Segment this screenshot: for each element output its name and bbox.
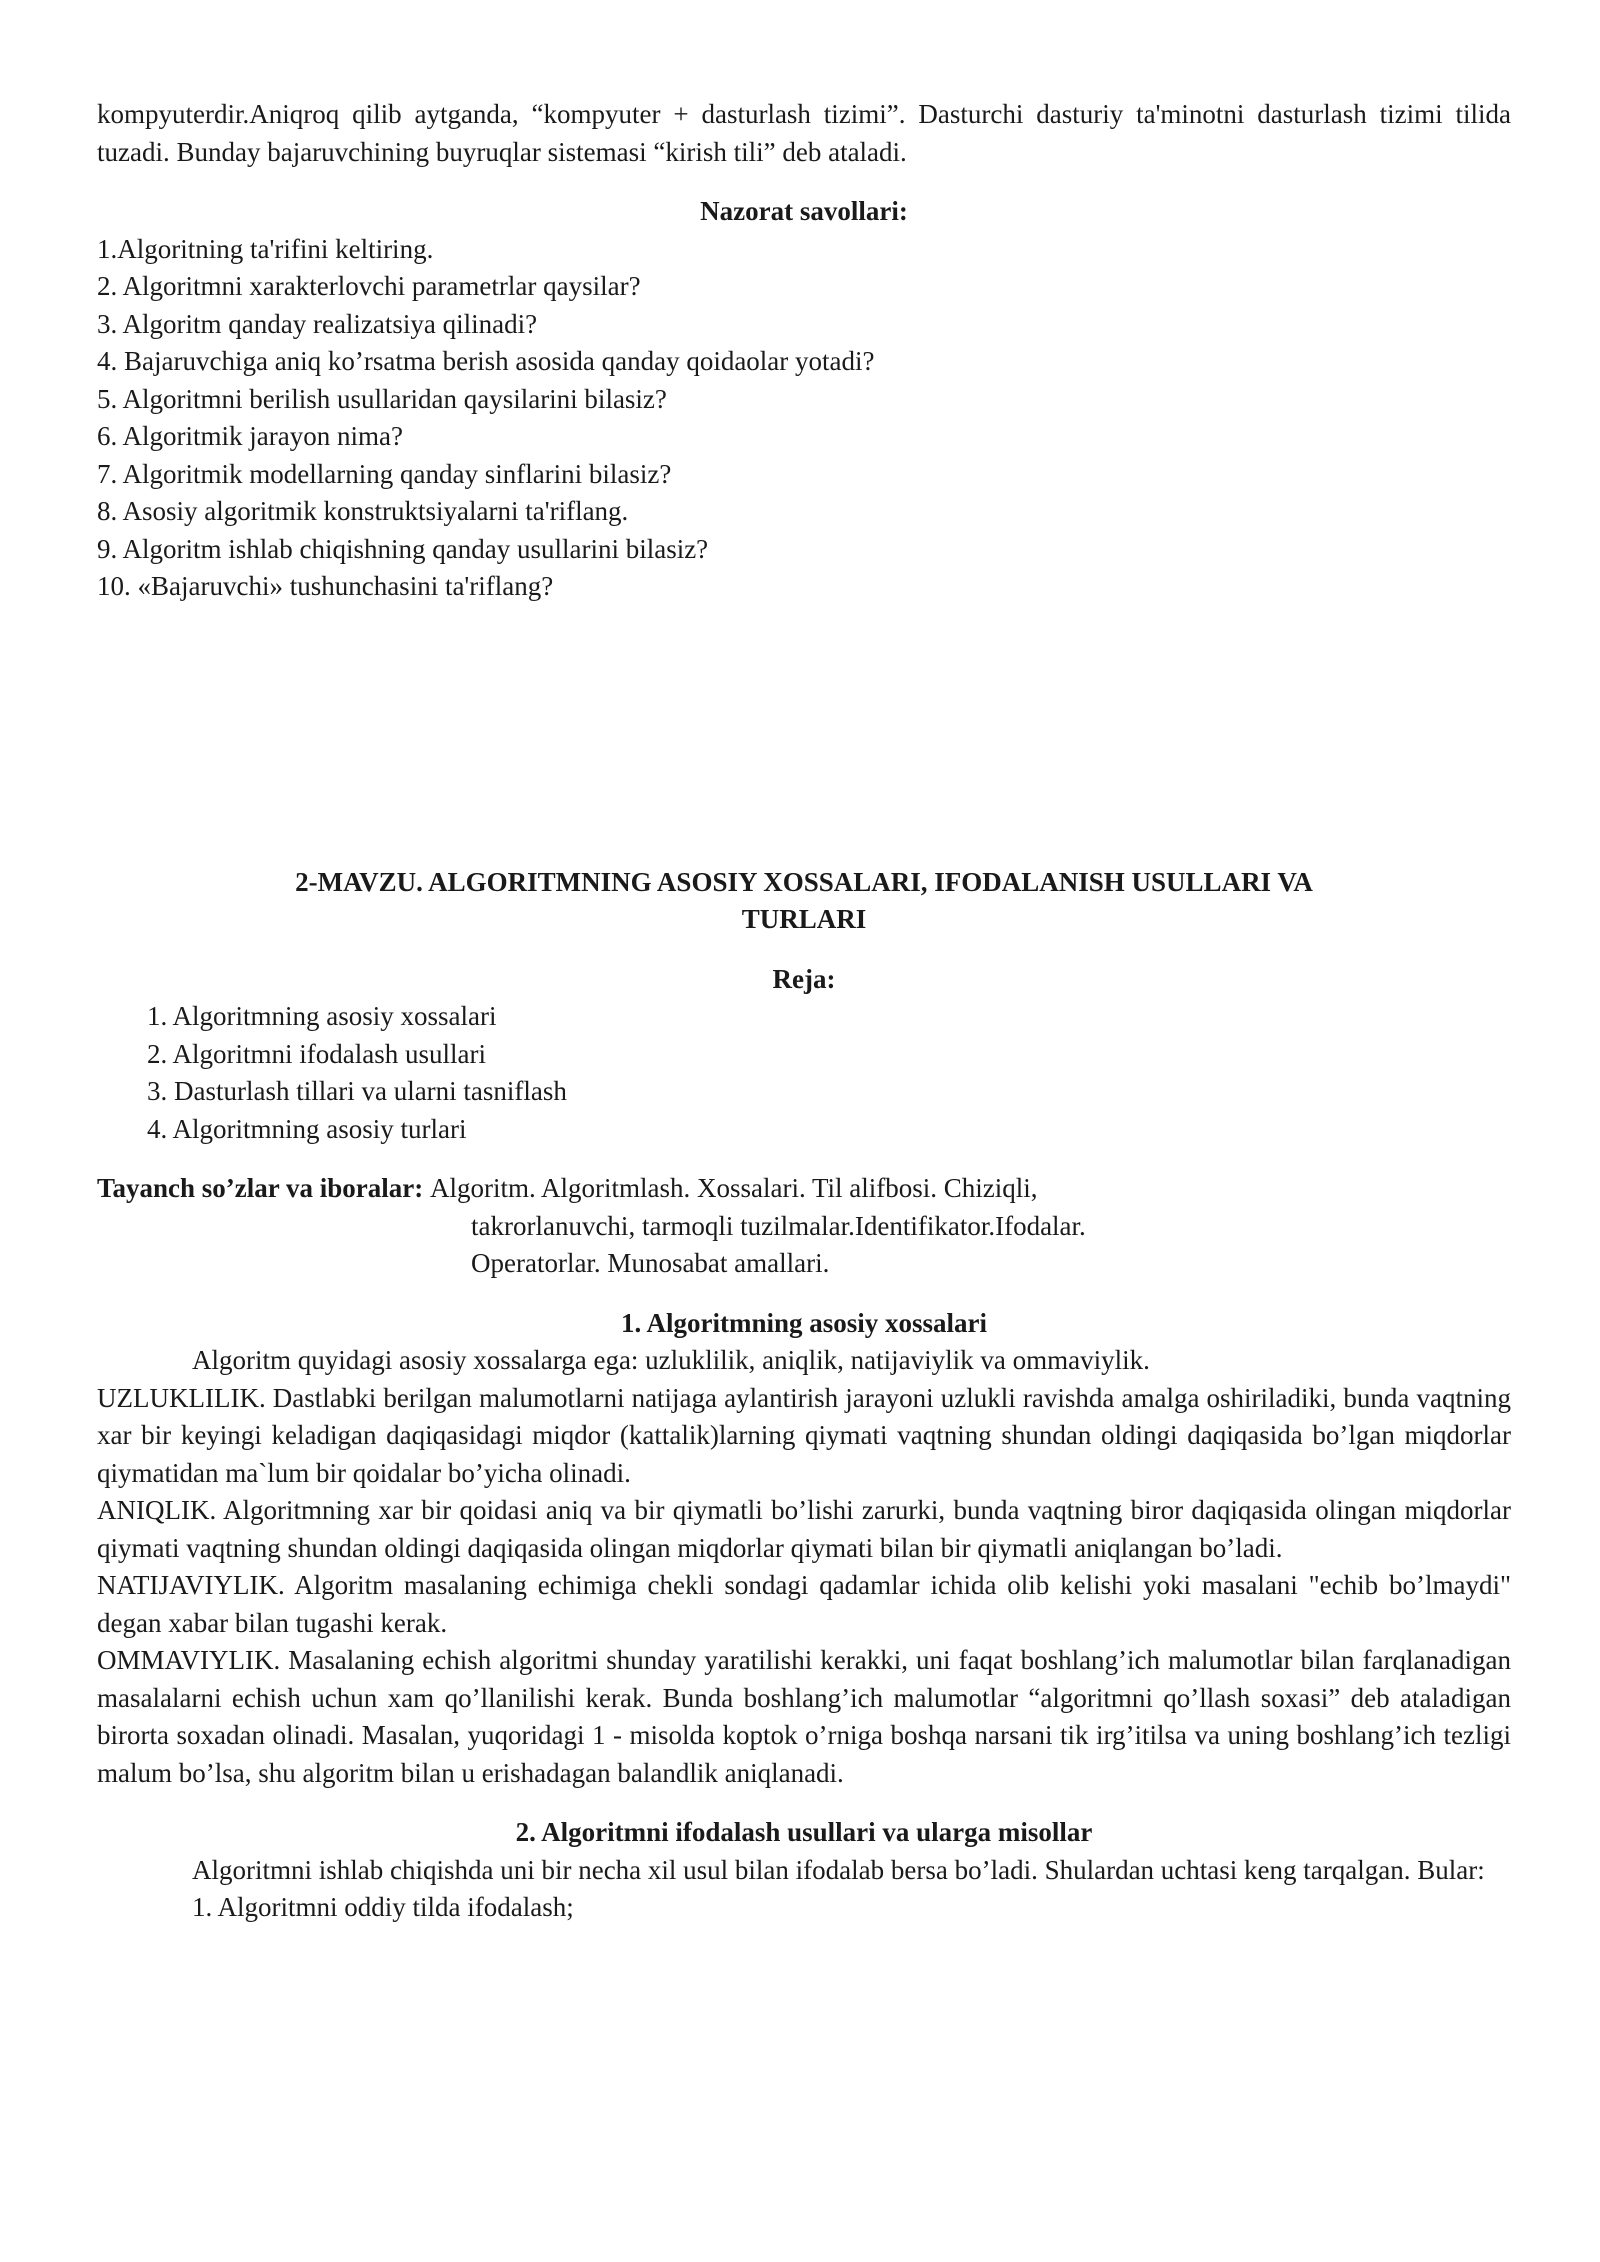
topic-title-line2: TURLARI [741,904,867,934]
method-item: 1. Algoritmni oddiy tilda ifodalash; [192,1892,574,1922]
property-uzluklilik: UZLUKLILIK. Dastlabki berilgan malumotlarni natijaga aylantirish jarayoni uzlukli ravishda amalga oshiriladiki, bunda vaqtning xar bir keyingi keladigan daqiqasidagi miqdor (kattalik)larning qiymati vaqtning shundan oldingi daqiqasida bo’lgan miqdorlar qiymatidan ma`lum bir qoidalar bo’yicha olinadi. [97,1382,1511,1488]
question-item: 2. Algoritmni xarakterlovchi parametrlar qaysilar? [97,271,641,301]
nazorat-title: Nazorat savollari: [700,196,908,226]
question-item: 5. Algoritmni berilish usullaridan qaysilarini bilasiz? [97,383,667,414]
keywords-block [97,1170,1511,1208]
section1-intro: Algoritm quyidagi asosiy xossalarga ega: uzluklilik, aniqlik, natijaviylik va ommaviylik. [192,1345,1150,1375]
keywords-label: Tayanch so’zlar va iboralar: [97,1173,431,1203]
question-item: 8. Asosiy algoritmik konstruktsiyalarni ta'riflang. [97,496,629,526]
keywords-line2: takrorlanuvchi, tarmoqli tuzilmalar.Identifikator.Ifodalar. [471,1210,1086,1241]
section2-intro: Algoritmni ishlab chiqishda uni bir necha xil usul bilan ifodalab bersa bo’ladi. Shulardan uchtasi keng tarqalgan. Bular: [192,1854,1485,1885]
question-item: 10. «Bajaruvchi» tushunchasini ta'riflang? [97,571,554,601]
question-item: 6. Algoritmik jarayon nima? [97,421,403,451]
property-aniqlik: ANIQLIK. Algoritmning xar bir qoidasi aniq va bir qiymatli bo’lishi zarurki, bunda vaqtning biror daqiqasida olingan miqdorlar qiymati vaqtning shundan oldingi daqiqasida olingan miqdorlar qiymati bilan bir qiymatli aniqlangan bo’ladi. [97,1495,1511,1563]
reja-list [97,998,1511,1148]
keywords-line3: Operatorlar. Munosabat amallari. [471,1248,830,1278]
property-ommaviylik: OMMAVIYLIK. Masalaning echish algoritmi shunday yaratilishi kerakki, uni faqat boshlang’ich malumotlar bilan farqlanadigan masalalarni echish uchun xam qo’llanilishi kerak. Bunda boshlang’ich malumotlar “algoritmni qo’llash soxasi” deb ataladigan birorta soxadan olinadi. Masalan, yuqoridagi 1 - misolda koptok o’rniga boshqa narsani tik irg’itilsa va uning boshlang’ich tezligi malum bo’lsa, shu algoritm bilan u erishadagan balandlik aniqlanadi. [97,1645,1511,1788]
reja-item: 4. Algoritmning asosiy turlari [147,1113,467,1144]
question-item: 7. Algoritmik modellarning qanday sinflarini bilasiz? [97,458,672,489]
question-item: 9. Algoritm ishlab chiqishning qanday usullarini bilasiz? [97,533,709,564]
question-item: 1.Algoritning ta'rifini keltiring. [97,233,434,264]
section1-heading: 1. Algoritmning asosiy xossalari [620,1307,988,1338]
topic-title-line1: 2-MAVZU. ALGORITMNING ASOSIY XOSSALARI, IFODALANISH USULLARI VA [295,866,1313,897]
intro-paragraph: kompyuterdir.Aniqroq qilib aytganda, “kompyuter + dasturlash tizimi”. Dasturchi dasturiy ta'minotni dasturlash tizimi tilida tuzadi. Bunday bajaruvchining buyruqlar sistemasi “kirish tili” deb ataladi. [97,99,1511,167]
question-item: 3. Algoritm qanday realizatsiya qilinadi? [97,308,538,339]
reja-item: 1. Algoritmning asosiy xossalari [147,1001,497,1031]
reja-item: 2. Algoritmni ifodalash usullari [147,1038,486,1069]
property-natijaviylik: NATIJAVIYLIK. Algoritm masalaning echimiga chekli sondagi qadamlar ichida olib kelishi yoki masalani "echib bo’lmaydi" degan xabar bilan tugashi kerak. [97,1570,1511,1638]
section2-heading: 2. Algoritmni ifodalash usullari va ularga misollar [515,1817,1093,1847]
keywords-line1: Algoritm. Algoritmlash. Xossalari. Til alifbosi. Chiziqli, [430,1173,1038,1203]
document-page [97,96,1511,1927]
question-item: 4. Bajaruvchiga aniq ko’rsatma berish asosida qanday qoidaolar yotadi? [97,346,875,376]
questions-list [97,231,1511,606]
reja-item: 3. Dasturlash tillari va ularni tasniflash [147,1076,567,1106]
reja-title: Reja: [772,963,836,994]
